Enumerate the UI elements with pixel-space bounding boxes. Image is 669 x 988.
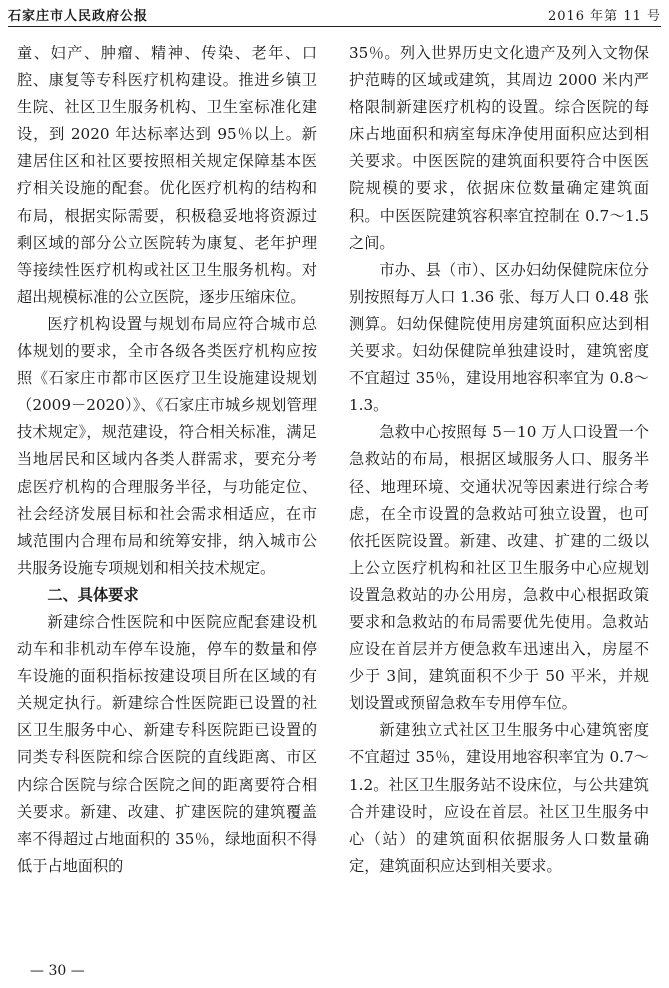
paragraph: 35％。列入世界历史文化遗产及列入文物保护范畴的区域或建筑，其周边 2000 米内严格限制新建医疗机构的设置。综合医院的每床占地面积和病室每床净使用面积应达到相关要求。中医医院的建筑面积要符合中医医院规模的要求，依据床位数量确定建筑面积。中医医院建筑容积率宜控制在 0.7～1.5 之间。 [349,44,649,252]
paragraph: 新建综合性医院和中医院应配套建设机动车和非机动车停车设施，停车的数量和停车设施的面积指标按建设项目所在区域的有关规定执行。新建综合性医院距已设置的社区卫生服务中心、新建专科医院距已设置的同类专科医院和综合医院的直线距离、市区内综合医院与综合医院之间的距离要符合相关要求。新建、改建、扩建医院的建筑覆盖率不得超过占地面积的 35％，绿地面积不得低于占地面积的 [17,612,317,875]
section-heading: 二、具体要求 [47,585,139,604]
paragraph: 医疗机构设置与规划布局应符合城市总体规划的要求，全市各级各类医疗机构应按照《石家庄市都市区医疗卫生设施建设规划（2009－2020）》、《石家庄市城乡规划管理技术规定》，规范建设，符合相关标准，满足当地居民和区域内各类人群需求，要充分考虑医疗机构的合理服务半径，与功能定位、社会经济发展目标和社会需求相适应，在市域范围内合理布局和统筹安排，纳入城市公共服务设施专项规划和相关技术规定。 [17,314,317,577]
left-column [17,40,317,880]
paragraph: 急救中心按照每 5－10 万人口设置一个急救站的布局，根据区域服务人口、服务半径、地理环境、交通状况等因素进行综合考虑，在全市设置的急救站可独立设置，也可依托医院设置。新建、改建、扩建的二级以上公立医疗机构和社区卫生服务中心应规划设置急救站的办公用房，急救中心根据政策要求和急救站的布局需要优先使用。急救站应设在首层并方便急救车迅速出入，房屋不少于 3间，建筑面积不少于 50 平米，并规划设置或预留急救车专用停车位。 [349,423,649,713]
publication-title: 石家庄市人民政府公报 [8,9,149,24]
issue-number: 2016 年第 11 号 [547,9,661,24]
paragraph: 市办、县（市）、区办妇幼保健院床位分别按照每万人口 1.36 张、每万人口 0.48 张测算。妇幼保健院使用房建筑面积应达到相关要求。妇幼保健院单独建设时，建筑密度不宜超过 35％，建设用地容积率宜为 0.8～1.3。 [349,260,649,415]
page-number: — 30 — [30,963,85,979]
paragraph: 新建独立式社区卫生服务中心建筑密度不宜超过 35％，建设用地容积率宜为 0.7～1.2。社区卫生服务站不设床位，与公共建筑合并建设时，应设在首层。社区卫生服务中心（站）的建筑面积依据服务人口数量确定，建筑面积应达到相关要求。 [349,721,649,875]
page-header [8,2,661,26]
right-column [349,40,649,880]
paragraph: 童、妇产、肿瘤、精神、传染、老年、口腔、康复等专科医疗机构建设。推进乡镇卫生院、社区卫生服务机构、卫生室标准化建设，到 2020 年达标率达到 95％以上。新建居住区和社区要按照相关规定保障基本医疗相关设施的配套。优化医疗机构的结构和布局，根据实际需要，积极稳妥地将资源过剩区域的部分公立医院转为康复、老年护理等接续性医疗机构或社区卫生服务机构。对超出规模标准的公立医院，逐步压缩床位。 [17,44,317,306]
header-rule [8,26,661,27]
